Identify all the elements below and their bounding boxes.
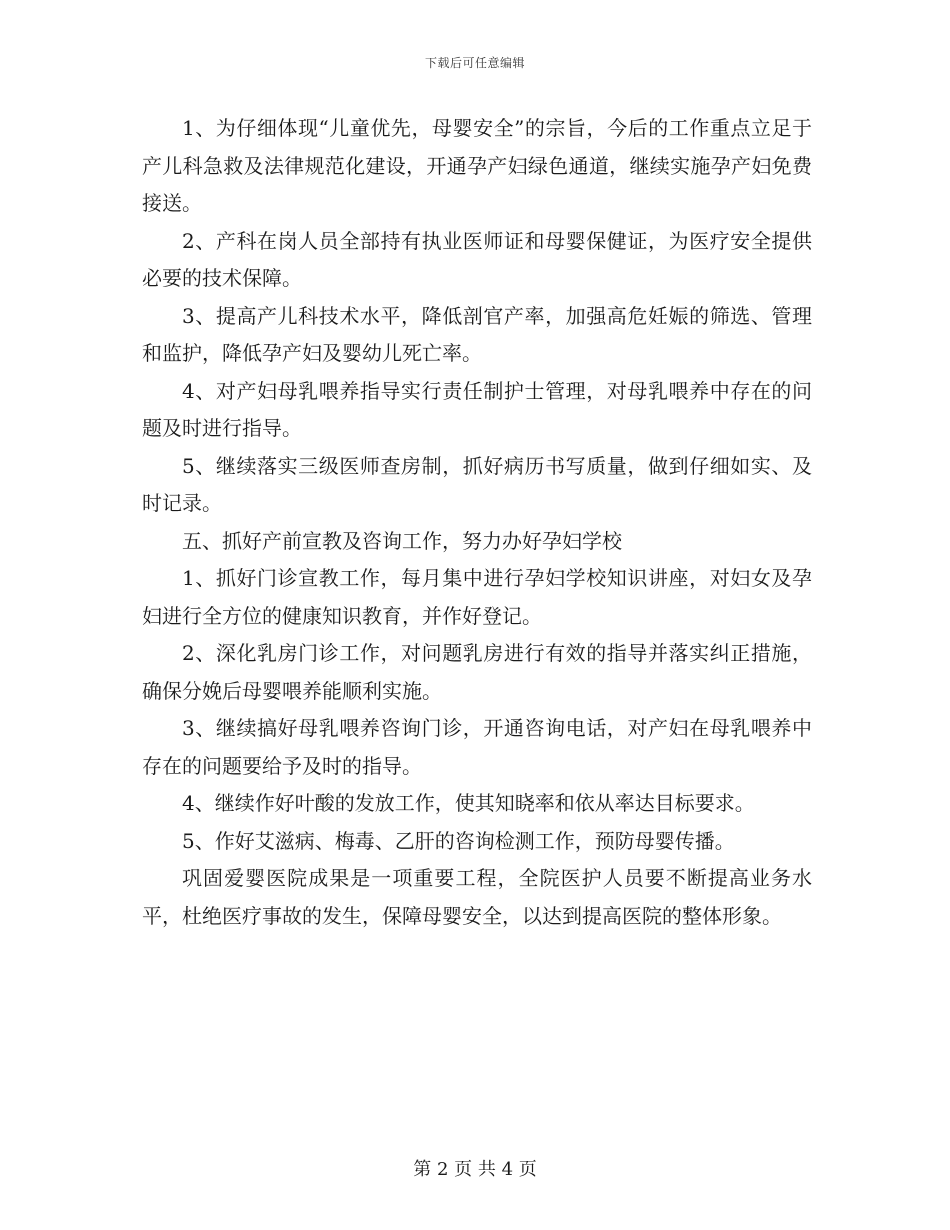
paragraph-item-10: 5、作好艾滋病、梅毒、乙肝的咨询检测工作，预防母婴传播。 [182,828,735,853]
paragraph-item-9: 4、继续作好叶酸的发放工作，使其知晓率和依从率达目标要求。 [182,791,755,815]
paragraph-item-8: 3、继续搞好母乳喂养咨询门诊，开通咨询电话，对产妇在母乳喂养中存在的问题要给予及时的指导。 [142,716,812,778]
paragraph-item-3: 3、提高产儿科技术水平，降低剖官产率，加强高危妊娠的筛选、管理和监护，降低孕产妇及婴幼儿死亡率。 [142,303,812,365]
paragraph-item-5: 5、继续落实三级医师查房制，抓好病历书写质量，做到仔细如实、及时记录。 [142,453,812,515]
paragraph-item-6: 1、抓好门诊宣教工作，每月集中进行孕妇学校知识讲座，对妇女及孕妇进行全方位的健康知识教育，并作好登记。 [142,566,812,628]
page-number: 第 2 页 共 4 页 [413,1159,537,1180]
conclusion-paragraph: 巩固爱婴医院成果是一项重要工程，全院医护人员要不断提高业务水平，杜绝医疗事故的发生，保障母婴安全，以达到提高医院的整体形象。 [142,866,812,928]
paragraph-item-7: 2、深化乳房门诊工作，对问题乳房进行有效的指导并落实纠正措施，确保分娩后母婴喂养能顺利实施。 [142,641,812,703]
section-heading: 五、抓好产前宣教及咨询工作，努力办好孕妇学校 [182,528,622,553]
document-body [142,110,812,935]
paragraph-item-4: 4、对产妇母乳喂养指导实行责任制护士管理，对母乳喂养中存在的问题及时进行指导。 [142,378,812,440]
header-note: 下载后可任意编辑 [424,56,525,70]
paragraph-item-2: 2、产科在岗人员全部持有执业医师证和母婴保健证，为医疗安全提供必要的技术保障。 [142,228,812,290]
paragraph-item-1: 1、为仔细体现“儿童优先，母婴安全”的宗旨，今后的工作重点立足于产儿科急救及法律规范化建设，开通孕产妇绿色通道，继续实施孕产妇免费接送。 [142,116,812,215]
